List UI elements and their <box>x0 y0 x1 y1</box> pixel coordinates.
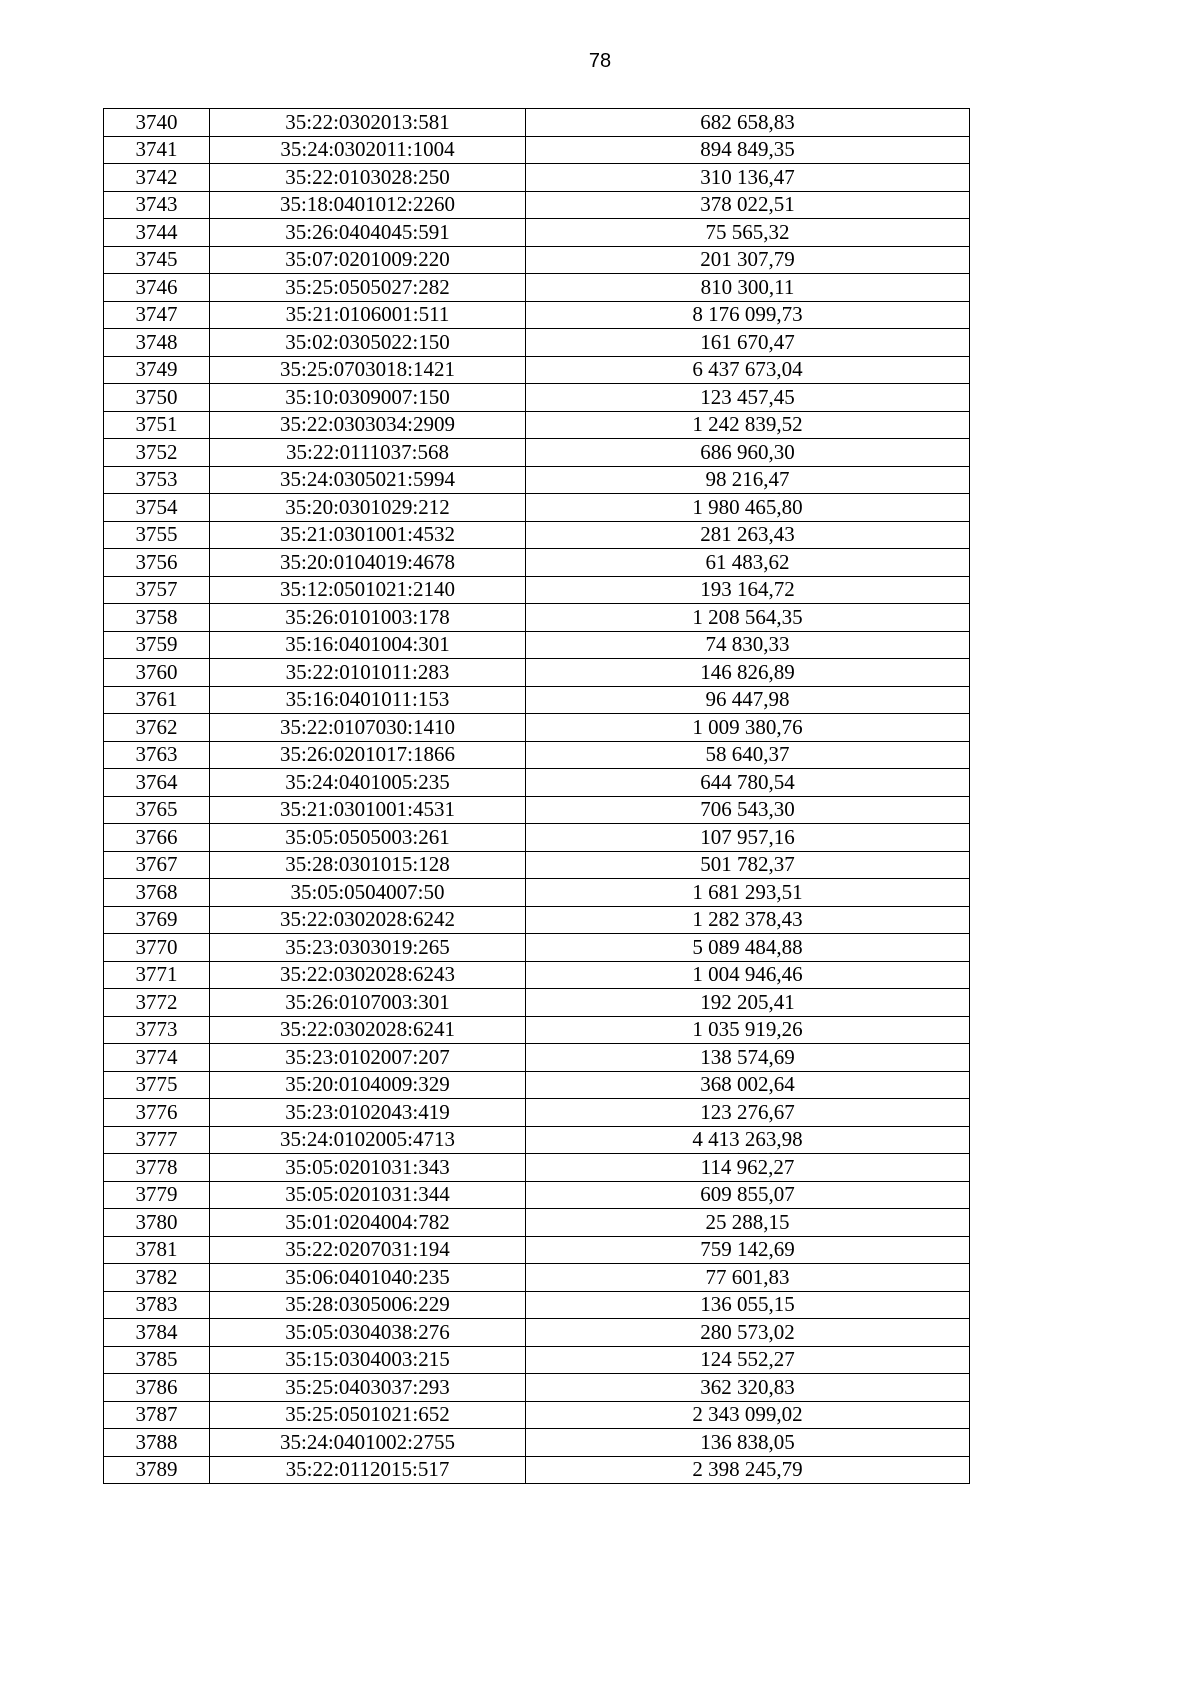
row-number-cell: 3778 <box>104 1154 210 1182</box>
cadastral-value-cell: 75 565,32 <box>526 219 970 247</box>
row-number-cell: 3788 <box>104 1429 210 1457</box>
table-row <box>104 686 970 714</box>
cadastral-value-cell: 368 002,64 <box>526 1071 970 1099</box>
cadastral-number-cell: 35:22:0107030:1410 <box>210 714 526 742</box>
row-number-cell: 3748 <box>104 329 210 357</box>
cadastral-value-cell: 1 282 378,43 <box>526 906 970 934</box>
cadastral-number-cell: 35:24:0102005:4713 <box>210 1126 526 1154</box>
row-number-cell: 3740 <box>104 109 210 137</box>
cadastral-value-cell: 1 035 919,26 <box>526 1016 970 1044</box>
row-number-cell: 3782 <box>104 1264 210 1292</box>
table-row <box>104 1209 970 1237</box>
cadastral-number-cell: 35:16:0401011:153 <box>210 686 526 714</box>
table-row <box>104 1044 970 1072</box>
table-row <box>104 329 970 357</box>
row-number-cell: 3741 <box>104 136 210 164</box>
cadastral-value-cell: 2 343 099,02 <box>526 1401 970 1429</box>
cadastral-number-cell: 35:22:0302013:581 <box>210 109 526 137</box>
row-number-cell: 3786 <box>104 1374 210 1402</box>
row-number-cell: 3765 <box>104 796 210 824</box>
row-number-cell: 3752 <box>104 439 210 467</box>
row-number-cell: 3759 <box>104 631 210 659</box>
cadastral-value-cell: 96 447,98 <box>526 686 970 714</box>
cadastral-number-cell: 35:24:0401002:2755 <box>210 1429 526 1457</box>
cadastral-number-cell: 35:26:0107003:301 <box>210 989 526 1017</box>
row-number-cell: 3757 <box>104 576 210 604</box>
cadastral-number-cell: 35:24:0302011:1004 <box>210 136 526 164</box>
row-number-cell: 3766 <box>104 824 210 852</box>
cadastral-value-cell: 77 601,83 <box>526 1264 970 1292</box>
cadastral-value-cell: 161 670,47 <box>526 329 970 357</box>
table-row <box>104 1374 970 1402</box>
cadastral-number-cell: 35:05:0504007:50 <box>210 879 526 907</box>
table-row <box>104 191 970 219</box>
table-row <box>104 714 970 742</box>
cadastral-number-cell: 35:21:0106001:511 <box>210 301 526 329</box>
cadastral-number-cell: 35:05:0201031:344 <box>210 1181 526 1209</box>
cadastral-value-cell: 362 320,83 <box>526 1374 970 1402</box>
cadastral-number-cell: 35:02:0305022:150 <box>210 329 526 357</box>
cadastral-number-cell: 35:26:0404045:591 <box>210 219 526 247</box>
row-number-cell: 3770 <box>104 934 210 962</box>
cadastral-number-cell: 35:25:0505027:282 <box>210 274 526 302</box>
row-number-cell: 3776 <box>104 1099 210 1127</box>
cadastral-value-cell: 1 004 946,46 <box>526 961 970 989</box>
cadastral-number-cell: 35:16:0401004:301 <box>210 631 526 659</box>
row-number-cell: 3764 <box>104 769 210 797</box>
cadastral-number-cell: 35:23:0102043:419 <box>210 1099 526 1127</box>
cadastral-number-cell: 35:24:0305021:5994 <box>210 466 526 494</box>
row-number-cell: 3781 <box>104 1236 210 1264</box>
cadastral-number-cell: 35:22:0111037:568 <box>210 439 526 467</box>
row-number-cell: 3767 <box>104 851 210 879</box>
cadastral-value-cell: 123 457,45 <box>526 384 970 412</box>
cadastral-number-cell: 35:20:0104019:4678 <box>210 549 526 577</box>
table-body <box>104 109 970 1484</box>
row-number-cell: 3783 <box>104 1291 210 1319</box>
table-row <box>104 1401 970 1429</box>
table-row <box>104 1346 970 1374</box>
cadastral-value-cell: 4 413 263,98 <box>526 1126 970 1154</box>
cadastral-number-cell: 35:20:0301029:212 <box>210 494 526 522</box>
cadastral-number-cell: 35:06:0401040:235 <box>210 1264 526 1292</box>
cadastral-number-cell: 35:28:0301015:128 <box>210 851 526 879</box>
cadastral-value-cell: 1 208 564,35 <box>526 604 970 632</box>
cadastral-number-cell: 35:22:0112015:517 <box>210 1456 526 1484</box>
table-row <box>104 1154 970 1182</box>
table-row <box>104 961 970 989</box>
cadastral-value-cell: 58 640,37 <box>526 741 970 769</box>
cadastral-value-cell: 609 855,07 <box>526 1181 970 1209</box>
cadastral-value-cell: 1 242 839,52 <box>526 411 970 439</box>
cadastral-value-cell: 281 263,43 <box>526 521 970 549</box>
table-row <box>104 1236 970 1264</box>
table-row <box>104 356 970 384</box>
cadastral-value-cell: 192 205,41 <box>526 989 970 1017</box>
cadastral-value-cell: 759 142,69 <box>526 1236 970 1264</box>
cadastral-value-cell: 201 307,79 <box>526 246 970 274</box>
cadastral-number-cell: 35:26:0201017:1866 <box>210 741 526 769</box>
table-row <box>104 769 970 797</box>
cadastral-number-cell: 35:21:0301001:4531 <box>210 796 526 824</box>
cadastral-number-cell: 35:22:0103028:250 <box>210 164 526 192</box>
table-row <box>104 604 970 632</box>
table-row <box>104 741 970 769</box>
cadastral-value-cell: 682 658,83 <box>526 109 970 137</box>
page-number: 78 <box>588 50 612 72</box>
cadastral-value-cell: 6 437 673,04 <box>526 356 970 384</box>
cadastral-value-cell: 136 055,15 <box>526 1291 970 1319</box>
row-number-cell: 3754 <box>104 494 210 522</box>
cadastral-value-cell: 810 300,11 <box>526 274 970 302</box>
cadastral-number-cell: 35:21:0301001:4532 <box>210 521 526 549</box>
table-row <box>104 576 970 604</box>
table-row <box>104 1319 970 1347</box>
cadastral-value-cell: 61 483,62 <box>526 549 970 577</box>
table-row <box>104 494 970 522</box>
table-row <box>104 934 970 962</box>
cadastral-value-cell: 114 962,27 <box>526 1154 970 1182</box>
cadastral-value-cell: 8 176 099,73 <box>526 301 970 329</box>
cadastral-number-cell: 35:22:0302028:6242 <box>210 906 526 934</box>
row-number-cell: 3758 <box>104 604 210 632</box>
cadastral-value-cell: 1 980 465,80 <box>526 494 970 522</box>
row-number-cell: 3773 <box>104 1016 210 1044</box>
cadastral-number-cell: 35:28:0305006:229 <box>210 1291 526 1319</box>
table-row <box>104 109 970 137</box>
row-number-cell: 3779 <box>104 1181 210 1209</box>
table-row <box>104 1016 970 1044</box>
cadastral-value-cell: 1 681 293,51 <box>526 879 970 907</box>
cadastral-number-cell: 35:15:0304003:215 <box>210 1346 526 1374</box>
cadastral-value-cell: 123 276,67 <box>526 1099 970 1127</box>
row-number-cell: 3760 <box>104 659 210 687</box>
cadastral-number-cell: 35:05:0304038:276 <box>210 1319 526 1347</box>
cadastral-value-cell: 146 826,89 <box>526 659 970 687</box>
table-row <box>104 879 970 907</box>
cadastral-number-cell: 35:05:0201031:343 <box>210 1154 526 1182</box>
row-number-cell: 3742 <box>104 164 210 192</box>
row-number-cell: 3747 <box>104 301 210 329</box>
row-number-cell: 3771 <box>104 961 210 989</box>
cadastral-value-cell: 501 782,37 <box>526 851 970 879</box>
cadastral-value-cell: 5 089 484,88 <box>526 934 970 962</box>
table-row <box>104 906 970 934</box>
table-row <box>104 1264 970 1292</box>
table-row <box>104 989 970 1017</box>
cadastral-number-cell: 35:26:0101003:178 <box>210 604 526 632</box>
table-row <box>104 384 970 412</box>
cadastral-number-cell: 35:25:0703018:1421 <box>210 356 526 384</box>
cadastral-number-cell: 35:22:0101011:283 <box>210 659 526 687</box>
cadastral-number-cell: 35:07:0201009:220 <box>210 246 526 274</box>
cadastral-number-cell: 35:22:0207031:194 <box>210 1236 526 1264</box>
row-number-cell: 3780 <box>104 1209 210 1237</box>
table-row <box>104 659 970 687</box>
cadastral-value-cell: 686 960,30 <box>526 439 970 467</box>
table-row <box>104 219 970 247</box>
cadastral-value-cell: 193 164,72 <box>526 576 970 604</box>
cadastral-number-cell: 35:23:0303019:265 <box>210 934 526 962</box>
cadastral-number-cell: 35:12:0501021:2140 <box>210 576 526 604</box>
row-number-cell: 3785 <box>104 1346 210 1374</box>
table-row <box>104 1181 970 1209</box>
cadastral-value-cell: 2 398 245,79 <box>526 1456 970 1484</box>
row-number-cell: 3745 <box>104 246 210 274</box>
row-number-cell: 3769 <box>104 906 210 934</box>
cadastral-value-cell: 136 838,05 <box>526 1429 970 1457</box>
cadastral-number-cell: 35:22:0303034:2909 <box>210 411 526 439</box>
cadastral-number-cell: 35:25:0501021:652 <box>210 1401 526 1429</box>
row-number-cell: 3746 <box>104 274 210 302</box>
row-number-cell: 3763 <box>104 741 210 769</box>
row-number-cell: 3784 <box>104 1319 210 1347</box>
cadastral-value-cell: 378 022,51 <box>526 191 970 219</box>
table-row <box>104 1456 970 1484</box>
cadastral-value-table <box>103 108 970 1484</box>
cadastral-number-cell: 35:24:0401005:235 <box>210 769 526 797</box>
row-number-cell: 3755 <box>104 521 210 549</box>
row-number-cell: 3768 <box>104 879 210 907</box>
cadastral-value-cell: 1 009 380,76 <box>526 714 970 742</box>
table-row <box>104 549 970 577</box>
cadastral-number-cell: 35:22:0302028:6243 <box>210 961 526 989</box>
table-row <box>104 1126 970 1154</box>
cadastral-value-cell: 25 288,15 <box>526 1209 970 1237</box>
table-row <box>104 246 970 274</box>
cadastral-number-cell: 35:22:0302028:6241 <box>210 1016 526 1044</box>
row-number-cell: 3777 <box>104 1126 210 1154</box>
row-number-cell: 3750 <box>104 384 210 412</box>
cadastral-value-cell: 98 216,47 <box>526 466 970 494</box>
table-row <box>104 631 970 659</box>
cadastral-value-cell: 138 574,69 <box>526 1044 970 1072</box>
row-number-cell: 3749 <box>104 356 210 384</box>
cadastral-number-cell: 35:23:0102007:207 <box>210 1044 526 1072</box>
cadastral-value-cell: 124 552,27 <box>526 1346 970 1374</box>
table-row <box>104 164 970 192</box>
table-row <box>104 1099 970 1127</box>
cadastral-value-cell: 280 573,02 <box>526 1319 970 1347</box>
table-row <box>104 851 970 879</box>
row-number-cell: 3761 <box>104 686 210 714</box>
table-row <box>104 439 970 467</box>
cadastral-value-cell: 310 136,47 <box>526 164 970 192</box>
table-row <box>104 1429 970 1457</box>
cadastral-value-cell: 706 543,30 <box>526 796 970 824</box>
table-row <box>104 1291 970 1319</box>
cadastral-number-cell: 35:20:0104009:329 <box>210 1071 526 1099</box>
table-row <box>104 301 970 329</box>
row-number-cell: 3775 <box>104 1071 210 1099</box>
cadastral-number-cell: 35:01:0204004:782 <box>210 1209 526 1237</box>
row-number-cell: 3756 <box>104 549 210 577</box>
cadastral-value-cell: 894 849,35 <box>526 136 970 164</box>
row-number-cell: 3774 <box>104 1044 210 1072</box>
cadastral-number-cell: 35:25:0403037:293 <box>210 1374 526 1402</box>
row-number-cell: 3762 <box>104 714 210 742</box>
row-number-cell: 3772 <box>104 989 210 1017</box>
table-row <box>104 1071 970 1099</box>
cadastral-number-cell: 35:18:0401012:2260 <box>210 191 526 219</box>
cadastral-value-cell: 644 780,54 <box>526 769 970 797</box>
table-row <box>104 136 970 164</box>
row-number-cell: 3789 <box>104 1456 210 1484</box>
cadastral-value-cell: 74 830,33 <box>526 631 970 659</box>
table-row <box>104 824 970 852</box>
cadastral-value-cell: 107 957,16 <box>526 824 970 852</box>
row-number-cell: 3753 <box>104 466 210 494</box>
table-row <box>104 274 970 302</box>
table-row <box>104 411 970 439</box>
row-number-cell: 3787 <box>104 1401 210 1429</box>
cadastral-number-cell: 35:05:0505003:261 <box>210 824 526 852</box>
cadastral-number-cell: 35:10:0309007:150 <box>210 384 526 412</box>
table-row <box>104 466 970 494</box>
table-row <box>104 521 970 549</box>
row-number-cell: 3751 <box>104 411 210 439</box>
row-number-cell: 3743 <box>104 191 210 219</box>
row-number-cell: 3744 <box>104 219 210 247</box>
table-row <box>104 796 970 824</box>
